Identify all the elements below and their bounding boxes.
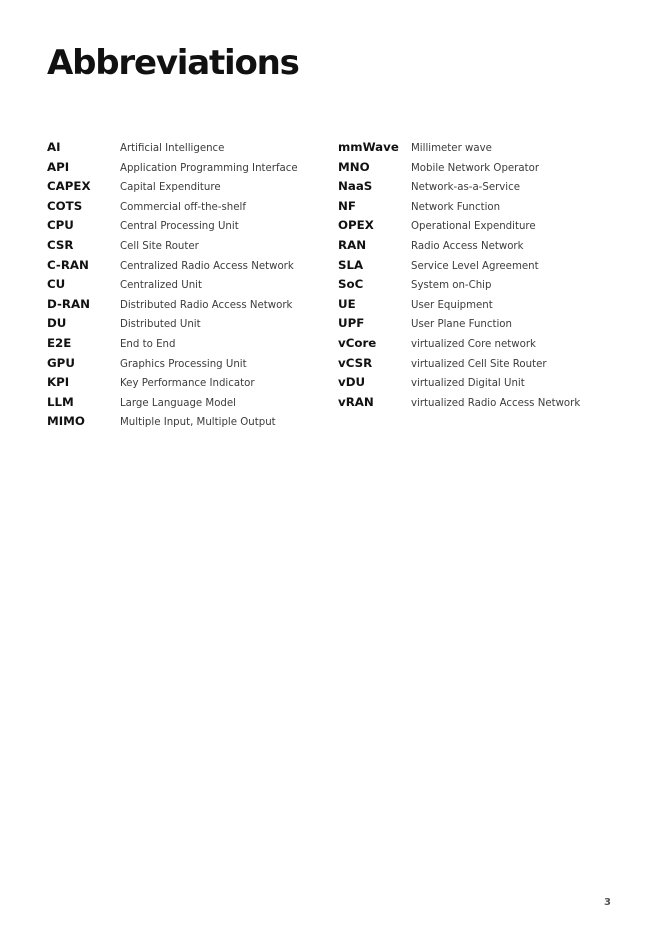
abbreviation-term: UPF xyxy=(338,316,365,331)
abbreviation-list-left xyxy=(47,140,317,434)
abbreviation-definition: virtualized Digital Unit xyxy=(411,378,525,390)
abbreviation-row xyxy=(47,336,317,356)
abbreviation-term: vDU xyxy=(338,375,366,390)
abbreviation-definition: Centralized Unit xyxy=(120,280,202,292)
abbreviation-term: UE xyxy=(338,296,356,311)
abbreviation-definition: Cell Site Router xyxy=(120,240,199,252)
page-number: 3 xyxy=(604,897,611,908)
abbreviation-row xyxy=(338,336,638,356)
abbreviation-term: SLA xyxy=(338,257,364,272)
abbreviation-definition: Multiple Input, Multiple Output xyxy=(120,417,276,429)
abbreviation-row xyxy=(338,297,638,317)
abbreviation-term: KPI xyxy=(47,375,70,390)
abbreviation-definition: virtualized Radio Access Network xyxy=(411,397,581,409)
abbreviation-definition: Centralized Radio Access Network xyxy=(120,260,294,272)
abbreviation-definition: Graphics Processing Unit xyxy=(120,358,247,370)
abbreviation-definition: Capital Expenditure xyxy=(120,182,221,194)
abbreviation-row xyxy=(338,356,638,376)
abbreviation-term: mmWave xyxy=(338,140,399,154)
abbreviation-row xyxy=(338,277,638,297)
abbreviation-definition: Service Level Agreement xyxy=(411,260,539,272)
abbreviation-row xyxy=(47,258,317,278)
abbreviation-definition: Network-as-a-Service xyxy=(411,182,521,194)
abbreviation-row xyxy=(338,179,638,199)
abbreviation-term: SoC xyxy=(338,277,364,292)
abbreviation-definition: Mobile Network Operator xyxy=(411,162,540,174)
abbreviation-term: CPU xyxy=(47,218,74,233)
abbreviation-row xyxy=(47,356,317,376)
abbreviation-definition: virtualized Cell Site Router xyxy=(411,358,547,370)
abbreviation-term: RAN xyxy=(338,237,367,252)
abbreviation-term: CAPEX xyxy=(47,179,91,194)
abbreviation-definition: User Equipment xyxy=(411,299,493,311)
abbreviation-row xyxy=(338,375,638,395)
abbreviation-row xyxy=(47,179,317,199)
abbreviation-row xyxy=(338,258,638,278)
abbreviation-definition: System on-Chip xyxy=(411,280,492,292)
abbreviation-row xyxy=(47,414,317,434)
abbreviation-row xyxy=(47,395,317,415)
abbreviation-term: E2E xyxy=(47,335,72,350)
abbreviation-definition: Distributed Unit xyxy=(120,319,201,331)
abbreviation-definition: User Plane Function xyxy=(411,319,512,331)
abbreviation-row xyxy=(47,238,317,258)
abbreviation-definition: Large Language Model xyxy=(120,397,237,409)
abbreviation-term: LLM xyxy=(47,394,74,409)
abbreviation-row xyxy=(338,395,638,415)
abbreviation-definition: Key Performance Indicator xyxy=(120,378,255,390)
abbreviation-term: CU xyxy=(47,277,66,292)
abbreviation-term: OPEX xyxy=(338,218,374,233)
abbreviation-term: DU xyxy=(47,316,67,331)
abbreviation-row xyxy=(338,238,638,258)
abbreviation-definition: Application Programming Interface xyxy=(120,162,298,174)
abbreviation-term: CSR xyxy=(47,237,74,252)
abbreviation-row xyxy=(338,218,638,238)
abbreviation-definition: Network Function xyxy=(411,201,501,213)
abbreviation-term: MNO xyxy=(338,159,370,174)
abbreviation-term: NF xyxy=(338,198,356,213)
abbreviation-row xyxy=(47,140,317,160)
page-title: Abbreviations xyxy=(47,43,299,83)
abbreviation-definition: virtualized Core network xyxy=(411,338,536,350)
abbreviation-row xyxy=(338,140,638,160)
abbreviation-list-right xyxy=(338,140,638,414)
abbreviation-term: D-RAN xyxy=(47,296,90,311)
abbreviation-term: C-RAN xyxy=(47,257,89,272)
abbreviation-term: AI xyxy=(47,140,61,154)
abbreviation-row xyxy=(47,199,317,219)
abbreviation-row xyxy=(47,218,317,238)
abbreviation-definition: Commercial off-the-shelf xyxy=(120,201,246,213)
abbreviation-definition: Distributed Radio Access Network xyxy=(120,299,293,311)
abbreviation-term: API xyxy=(47,159,70,174)
abbreviation-term: vCore xyxy=(338,335,377,350)
abbreviation-term: vRAN xyxy=(338,394,374,409)
abbreviation-row xyxy=(338,160,638,180)
abbreviation-row xyxy=(47,160,317,180)
abbreviation-term: MIMO xyxy=(47,414,85,429)
abbreviation-row xyxy=(47,297,317,317)
abbreviation-row xyxy=(338,316,638,336)
abbreviation-definition: End to End xyxy=(120,338,176,350)
abbreviation-row xyxy=(47,277,317,297)
abbreviation-term: GPU xyxy=(47,355,75,370)
abbreviation-definition: Central Processing Unit xyxy=(120,221,239,233)
abbreviation-definition: Radio Access Network xyxy=(411,240,524,252)
abbreviation-definition: Millimeter wave xyxy=(411,143,492,154)
abbreviation-definition: Operational Expenditure xyxy=(411,221,536,233)
abbreviation-row xyxy=(47,316,317,336)
abbreviation-term: vCSR xyxy=(338,355,373,370)
abbreviation-row xyxy=(338,199,638,219)
abbreviation-term: NaaS xyxy=(338,179,373,194)
abbreviation-row xyxy=(47,375,317,395)
abbreviation-definition: Artificial Intelligence xyxy=(120,143,225,154)
abbreviation-term: COTS xyxy=(47,198,83,213)
